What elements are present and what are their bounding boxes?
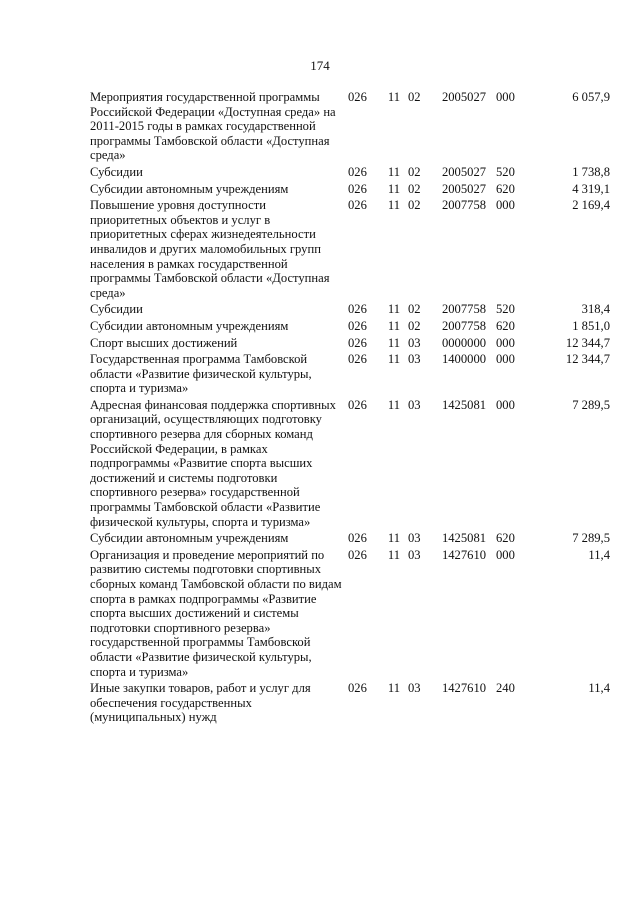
row-name: Субсидии автономным учреждениям [90, 318, 289, 333]
row-target-code: 2007758 [441, 198, 487, 213]
row-amount: 11,4 [588, 681, 610, 696]
row-amount: 6 057,9 [572, 90, 610, 104]
row-amount: 12 344,7 [565, 335, 610, 350]
table-row [90, 398, 610, 531]
row-section: 11 [387, 547, 401, 562]
row-amount: 2 169,4 [572, 198, 610, 213]
row-admin-code: 026 [348, 335, 367, 350]
row-amount: 4 319,1 [572, 181, 610, 196]
row-subsection: 03 [408, 547, 421, 562]
row-section: 11 [387, 302, 401, 317]
row-admin-code: 026 [348, 681, 367, 696]
row-subsection: 03 [408, 352, 421, 367]
row-name: Субсидии автономным учреждениям [90, 181, 289, 196]
row-section: 11 [387, 681, 401, 696]
row-amount: 12 344,7 [565, 352, 610, 367]
row-amount: 1 738,8 [572, 164, 610, 179]
row-expense-type: 000 [496, 90, 515, 104]
table-row [90, 531, 610, 548]
row-expense-type: 620 [496, 318, 515, 333]
row-section: 11 [387, 181, 401, 196]
row-admin-code: 026 [348, 181, 367, 196]
row-expense-type: 520 [496, 164, 515, 179]
row-target-code: 1425081 [441, 397, 487, 412]
row-section: 11 [387, 352, 401, 367]
row-amount: 1 851,0 [572, 318, 610, 333]
row-admin-code: 026 [348, 302, 367, 317]
row-expense-type: 240 [496, 681, 515, 696]
row-admin-code: 026 [348, 164, 367, 179]
row-subsection: 03 [408, 531, 421, 546]
row-section: 11 [387, 335, 401, 350]
row-name: Иные закупки товаров, работ и услуг для обеспечения государственных (муниципальных) нужд [90, 681, 311, 725]
table-row [90, 90, 610, 165]
row-target-code: 2005027 [441, 90, 487, 104]
table-row [90, 681, 610, 727]
row-admin-code: 026 [348, 547, 367, 562]
row-amount: 11,4 [588, 547, 610, 562]
row-expense-type: 520 [496, 302, 515, 317]
row-subsection: 02 [408, 164, 421, 179]
row-name: Государственная программа Тамбовской области «Развитие физической культуры, спорта и туризма» [90, 352, 312, 396]
row-admin-code: 026 [348, 318, 367, 333]
row-admin-code: 026 [348, 90, 367, 104]
row-subsection: 02 [408, 318, 421, 333]
row-admin-code: 026 [348, 397, 367, 412]
row-name: Спорт высших достижений [90, 335, 238, 350]
row-section: 11 [387, 531, 401, 546]
row-name: Мероприятия государственной программы Российской Федерации «Доступная среда» на 2011-2015 годы в рамках государственной программы Тамбовской области «Доступная среда» [90, 90, 336, 163]
row-subsection: 03 [408, 681, 421, 696]
row-target-code: 0000000 [441, 335, 487, 350]
row-target-code: 1400000 [441, 352, 487, 367]
row-expense-type: 000 [496, 198, 515, 213]
row-subsection: 03 [408, 335, 421, 350]
row-admin-code: 026 [348, 352, 367, 367]
table-row [90, 198, 610, 302]
row-amount: 7 289,5 [572, 397, 610, 412]
row-name: Организация и проведение мероприятий по развитию системы подготовки спортивных сборных команд Тамбовской области по видам спорта в рамках подпрограммы «Развитие спорта высших достижений и системы подготовки спортивного резерва» государственной программы Тамбовской области «Развитие физической культуры, спорта и туризма» [90, 547, 342, 679]
row-target-code: 2005027 [441, 164, 487, 179]
row-expense-type: 000 [496, 352, 515, 367]
row-amount: 318,4 [581, 302, 610, 317]
row-name: Повышение уровня доступности приоритетных объектов и услуг в приоритетных сферах жизнедеятельности инвалидов и других маломобильных групп населения в рамках государственной программы Тамбовской области «Доступная среда» [90, 198, 330, 300]
row-expense-type: 000 [496, 335, 515, 350]
table-row [90, 302, 610, 319]
row-subsection: 02 [408, 198, 421, 213]
row-expense-type: 000 [496, 547, 515, 562]
row-expense-type: 000 [496, 397, 515, 412]
row-name: Субсидии [90, 164, 143, 179]
row-expense-type: 620 [496, 531, 515, 546]
row-target-code: 2007758 [441, 302, 487, 317]
table-row [90, 182, 610, 199]
row-target-code: 1427610 [441, 547, 487, 562]
row-name: Адресная финансовая поддержка спортивных организаций, осуществляющих подготовку спортивного резерва для сборных команд Российской Федерации, в рамках подпрограммы «Развитие спорта высших достижений и системы подготовки спортивного резерва» государственной программы Тамбовской области «Развитие физической культуры, спорта и туризма» [90, 397, 336, 529]
row-expense-type: 620 [496, 181, 515, 196]
row-section: 11 [387, 318, 401, 333]
table-row [90, 165, 610, 182]
row-section: 11 [387, 90, 401, 104]
row-subsection: 02 [408, 302, 421, 317]
row-target-code: 1427610 [441, 681, 487, 696]
row-section: 11 [387, 397, 401, 412]
row-admin-code: 026 [348, 531, 367, 546]
table-row [90, 319, 610, 336]
row-subsection: 03 [408, 397, 421, 412]
row-target-code: 2007758 [441, 318, 487, 333]
table-row [90, 548, 610, 681]
row-name: Субсидии автономным учреждениям [90, 531, 289, 546]
budget-table [90, 90, 610, 727]
row-section: 11 [387, 198, 401, 213]
row-admin-code: 026 [348, 198, 367, 213]
row-name: Субсидии [90, 302, 143, 317]
table-row [90, 336, 610, 353]
page-number: 174 [310, 58, 330, 73]
row-amount: 7 289,5 [572, 531, 610, 546]
row-target-code: 1425081 [441, 531, 487, 546]
row-subsection: 02 [408, 181, 421, 196]
row-target-code: 2005027 [441, 181, 487, 196]
row-subsection: 02 [408, 90, 421, 104]
table-row [90, 352, 610, 398]
row-section: 11 [387, 164, 401, 179]
